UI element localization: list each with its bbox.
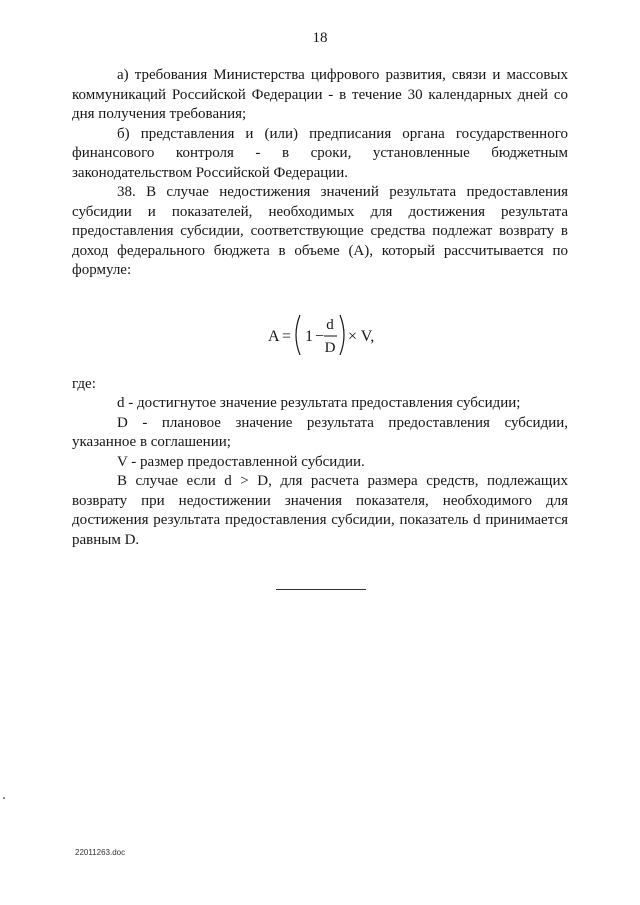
- page-number: 18: [312, 30, 328, 46]
- formula-equals: =: [282, 327, 292, 345]
- formula-one: 1: [305, 327, 313, 345]
- return-amount-formula: [72, 291, 568, 367]
- formula-graphic: [260, 291, 380, 367]
- paragraph-38: 38. В случае недостижения значений результата предоставления субсидии и показателей, необходимых для достижения результата предоставления субсидии, соответствующие средства подлежат возврату в доход федерального бюджета в объеме (А), который рассчитывается по формуле:: [72, 184, 568, 278]
- where-label: где:: [72, 375, 96, 392]
- definition-D: D - плановое значение результата предоставления субсидии, указанное в соглашении;: [72, 414, 568, 450]
- document-code: 22011263.doc: [75, 848, 126, 857]
- formula-left-paren: [296, 315, 300, 355]
- formula-right-paren: [340, 315, 344, 355]
- formula-minus: −: [315, 327, 325, 345]
- definition-d: d - достигнутое значение результата предоставления субсидии;: [117, 395, 521, 411]
- end-of-text-rule: [276, 589, 366, 590]
- paragraph-b: б) представления и (или) предписания органа государственного финансового контроля - в сроки, установленные бюджетным законодательством Российской Федерации.: [72, 125, 568, 181]
- definition-V: V - размер предоставленной субсидии.: [117, 453, 365, 470]
- formula-lhs: A: [268, 327, 280, 345]
- formula-numerator: d: [326, 316, 334, 333]
- scan-mark: [3, 797, 5, 799]
- paragraph-a: а) требования Министерства цифрового развития, связи и массовых коммуникаций Российской Федерации - в течение 30 календарных дней со дня получения требования;: [72, 67, 568, 122]
- formula-denominator: D: [324, 339, 336, 356]
- paragraph-d-greater-D: В случае если d > D, для расчета размера средств, подлежащих возврату при недостижении значения показателя, необходимого для достижения результата предоставления субсидии, показатель d принимается равным D.: [72, 473, 568, 548]
- formula-times-v: × V,: [348, 327, 375, 345]
- document-body: [72, 66, 568, 550]
